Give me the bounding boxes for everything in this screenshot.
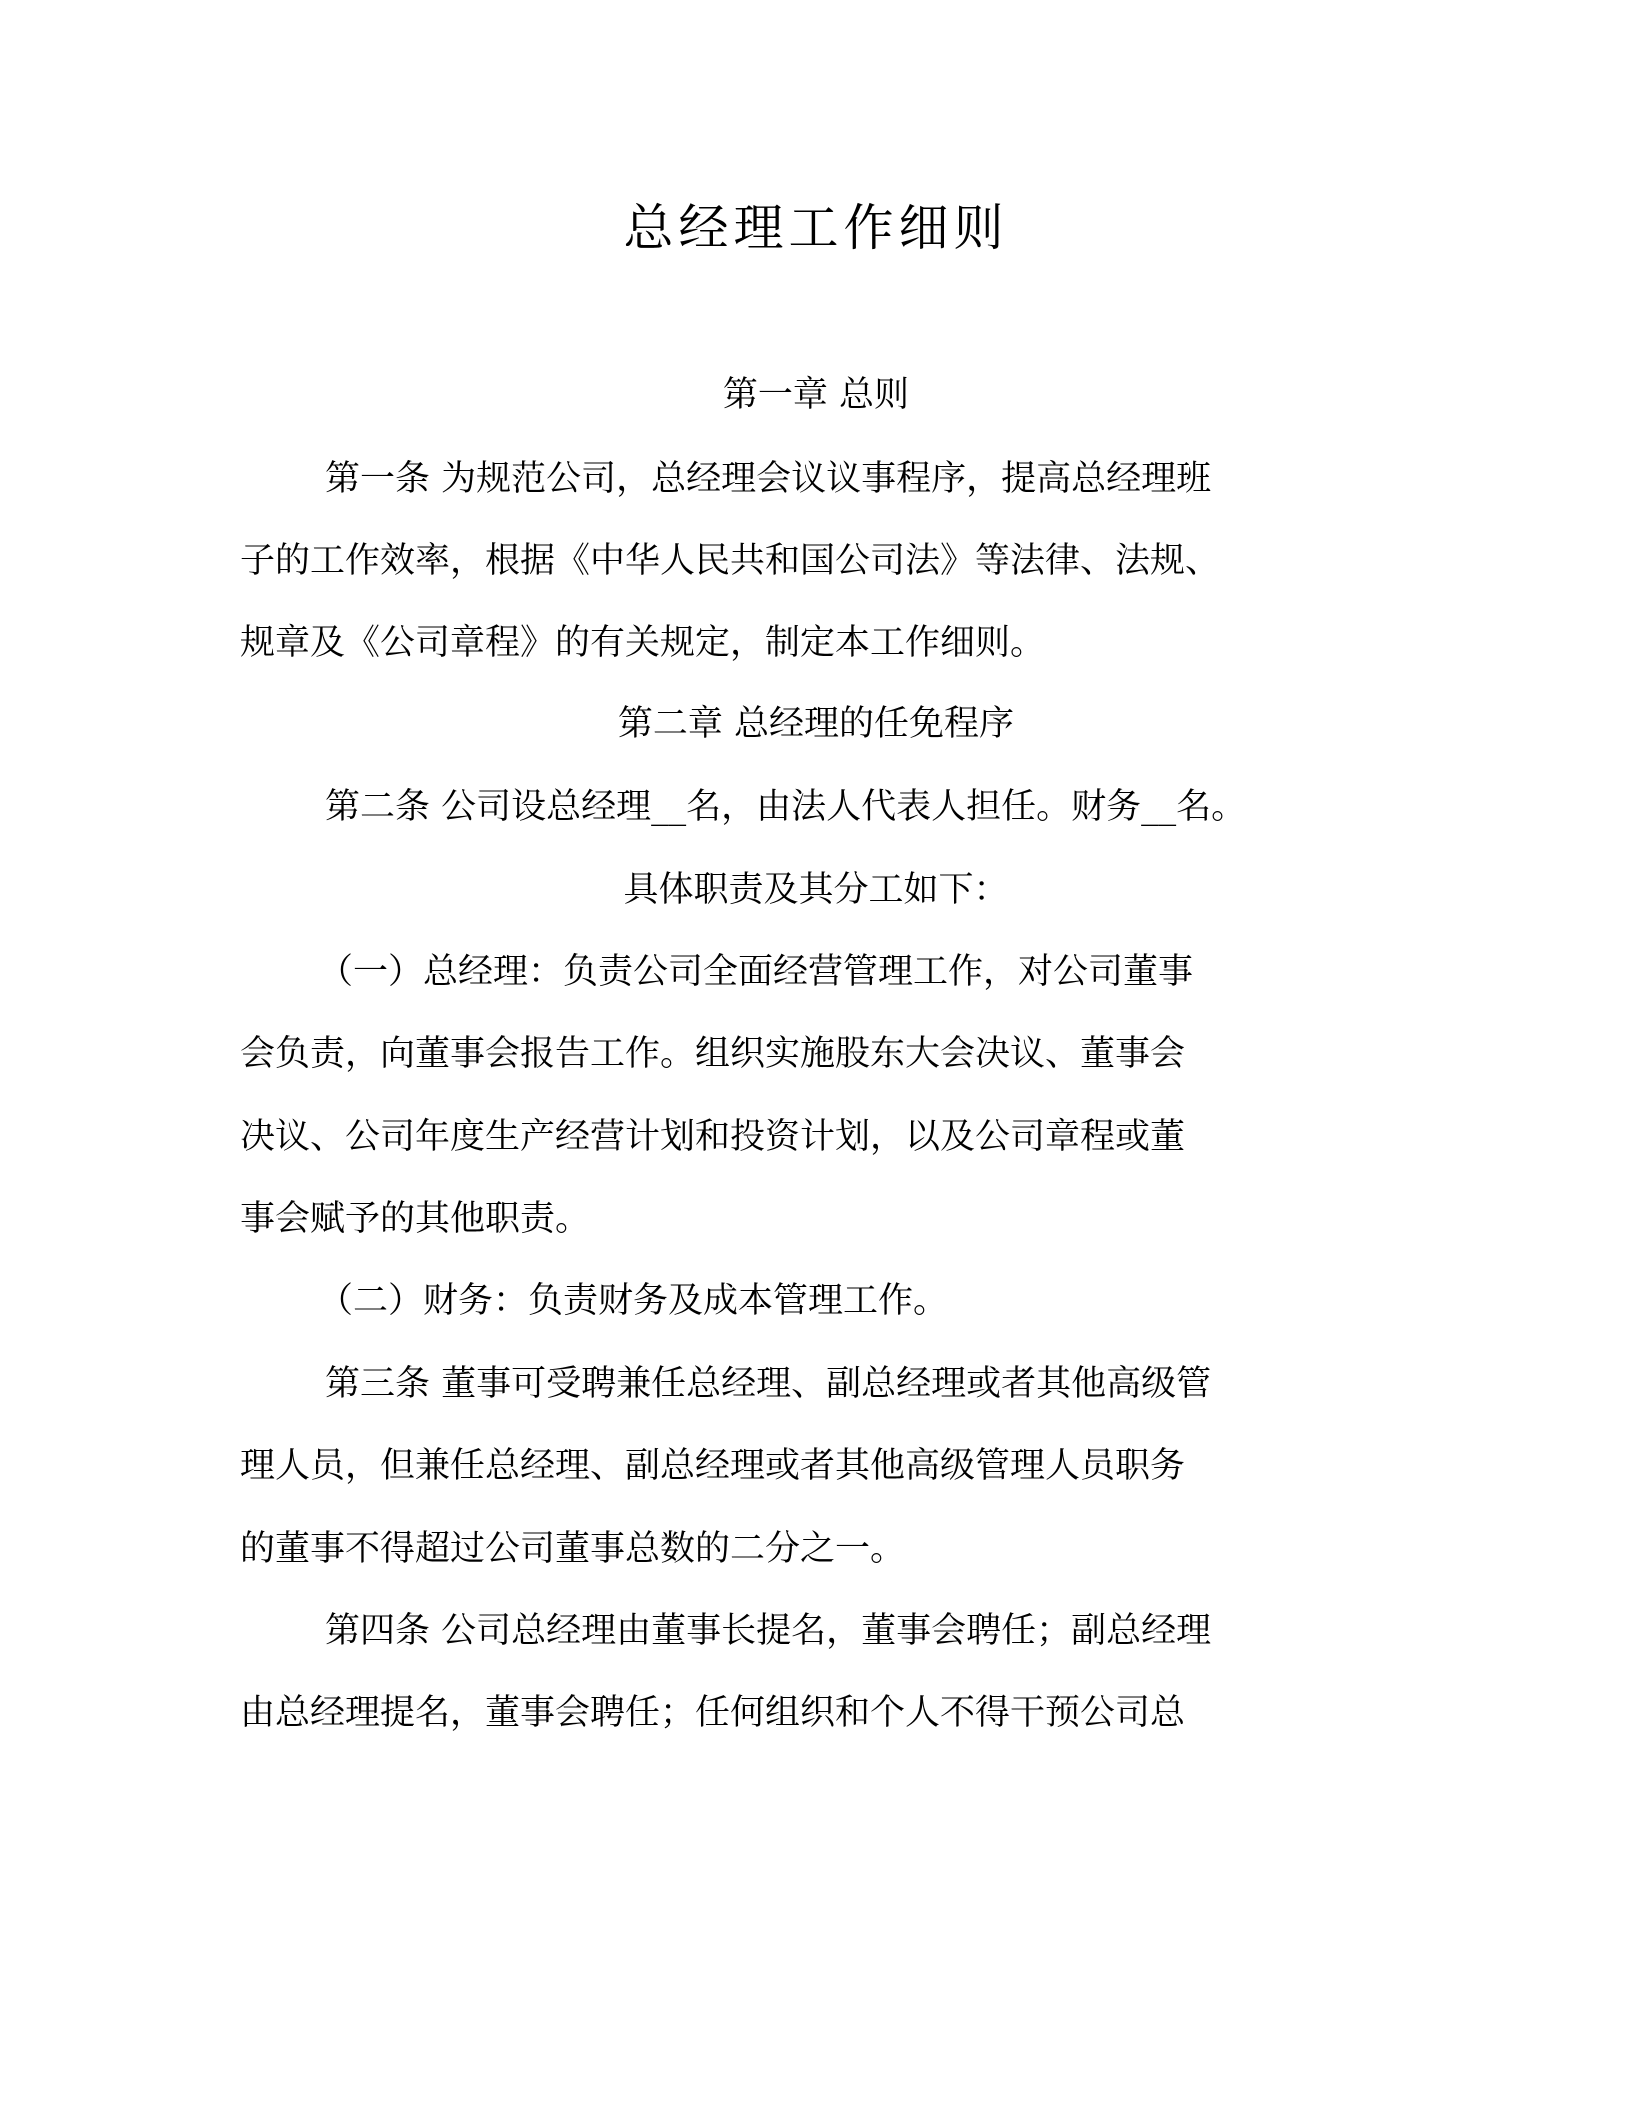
paragraph-line: （二）财务：负责财务及成本管理工作。 (318, 1281, 949, 1321)
paragraph-line: 规章及《公司章程》的有关规定，制定本工作细则。 (240, 623, 1046, 663)
document-title: 总经理工作细则 (623, 199, 1009, 257)
chapter-heading: 第二章 总经理的任免程序 (617, 704, 1015, 744)
paragraph-line: 第三条 董事可受聘兼任总经理、副总经理或者其他高级管 (325, 1364, 1212, 1404)
paragraph-line: 第一条 为规范公司，总经理会议议事程序，提高总经理班 (325, 459, 1212, 499)
paragraph-line: 事会赋予的其他职责。 (240, 1199, 591, 1239)
paragraph-line: 第二条 公司设总经理__名，由法人代表人担任。财务__名。 (325, 787, 1247, 827)
chapter-heading: 第一章 总则 (722, 375, 910, 415)
paragraph-line: 的董事不得超过公司董事总数的二分之一。 (240, 1529, 906, 1569)
paragraph-line: 会负责，向董事会报告工作。组织实施股东大会决议、董事会 (240, 1034, 1186, 1074)
paragraph-line: 理人员，但兼任总经理、副总经理或者其他高级管理人员职务 (240, 1446, 1186, 1486)
paragraph-line: 子的工作效率，根据《中华人民共和国公司法》等法律、法规、 (240, 541, 1221, 581)
paragraph-line: （一）总经理：负责公司全面经营管理工作，对公司董事 (318, 952, 1194, 992)
paragraph-line: 由总经理提名，董事会聘任；任何组织和个人不得干预公司总 (240, 1693, 1186, 1733)
paragraph-line: 具体职责及其分工如下： (623, 870, 1009, 910)
paragraph-line: 第四条 公司总经理由董事长提名，董事会聘任；副总经理 (325, 1611, 1212, 1651)
paragraph-line: 决议、公司年度生产经营计划和投资计划，以及公司章程或董 (240, 1117, 1186, 1157)
